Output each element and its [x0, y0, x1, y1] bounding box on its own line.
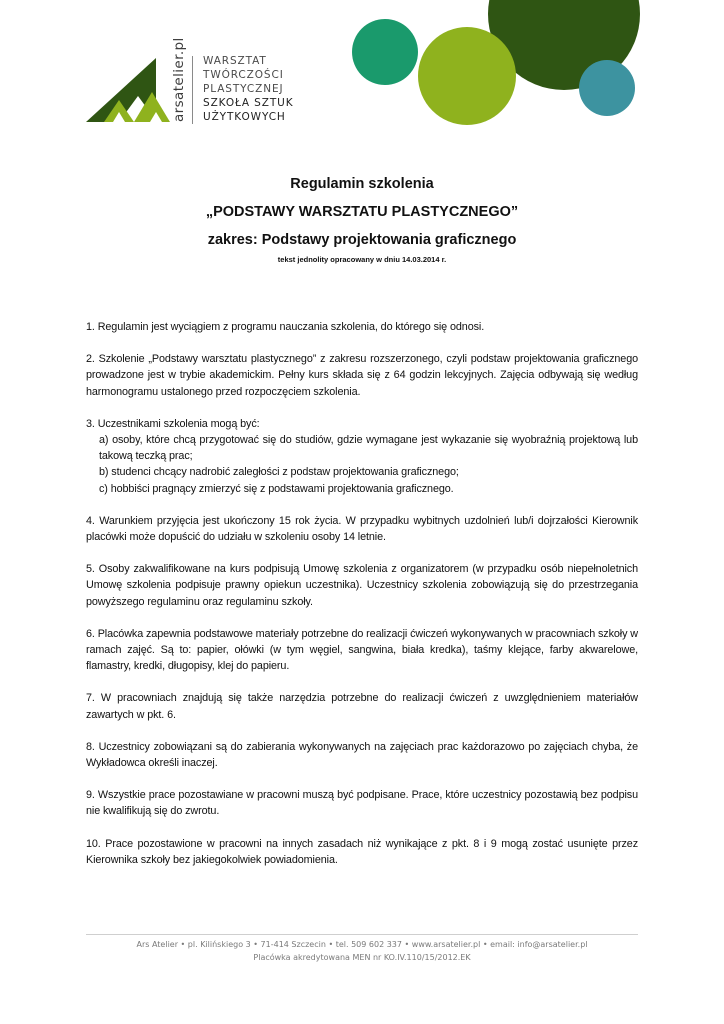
paragraph-8 [86, 739, 638, 771]
paragraph-10 [86, 836, 638, 868]
decorative-circles [0, 0, 724, 140]
paragraph-3 [86, 416, 638, 497]
list-item: c) hobbiści pragnący zmierzyć się z podstawami projektowania graficznego. [99, 482, 454, 495]
paragraph-6 [86, 626, 638, 675]
list-item: b) studenci chcący nadrobić zaległości z podstaw projektowania graficznego; [99, 466, 459, 479]
brand-url-vertical: arsatelier.pl [171, 37, 187, 122]
paragraph-text: 10. Prace pozostawione w pracowni na innych zasadach niż wynikające z pkt. 8 i 9 mogą zostać usunięte przez Kierownika szkoły bez jakiegokolwiek powiadomienia. [86, 837, 638, 866]
footer-accreditation: Placówka akredytowana MEN nr KO.IV.110/15/2012.EK [253, 953, 471, 962]
footer-contact: Ars Atelier • pl. Kilińskiego 3 • 71-414 Szczecin • tel. 509 602 337 • www.arsatelier.pl • email: info@arsatelier.pl [136, 940, 588, 949]
title-scope: zakres: Podstawy projektowania graficznego [207, 232, 517, 248]
circle-blue-teal [579, 60, 635, 116]
brand-line: WARSZTAT [203, 55, 267, 67]
regulations-body [86, 319, 638, 884]
paragraph-5 [86, 561, 638, 610]
paragraph-9 [86, 787, 638, 819]
footer-divider [86, 934, 638, 935]
paragraph-4 [86, 513, 638, 545]
paragraph-text: 2. Szkolenie „Podstawy warsztatu plastycznego” z zakresu rozszerzonego, czyli podstaw projektowania graficznego prowadzone jest w trybie akademickim. Pełny kurs składa się z 64 godzin lekcyjnych. Zajęcia odbywają się według harmonogramu ustalonego przed rozpoczęciem szkolenia. [86, 353, 638, 398]
page-footer [86, 934, 638, 964]
paragraph-text: 7. W pracowniach znajdują się także narzędzia potrzebne do realizacji ćwiczeń z uwzględnieniem materiałów zawartych w pkt. 6. [86, 692, 638, 721]
brand-line: PLASTYCZNEJ [203, 82, 284, 95]
paragraph-text: 1. Regulamin jest wyciągiem z programu nauczania szkolenia, do którego się odnosi. [86, 321, 485, 333]
paragraph-1 [86, 319, 638, 335]
paragraph-text: 6. Placówka zapewnia podstawowe materiały potrzebne do realizacji ćwiczeń wykonywanych w pracowniach szkoły w ramach zajęć. Są to: papier, ołówki (w tym węgiel, sangwina, biała kredka), taśmy klejące, farby akwarelowe, flamastry, kredki, długopisy, klej do papieru. [86, 627, 638, 673]
document-title [0, 175, 724, 265]
circle-teal [352, 19, 418, 85]
paragraph-text: 8. Uczestnicy zobowiązani są do zabierania wykonywanych na zajęciach prac każdorazowo po zajęciach chyba, że Wykładowca określi inaczej. [86, 740, 638, 770]
paragraph-text: 4. Warunkiem przyjęcia jest ukończony 15 rok życia. W przypadku wybitnych uzdolnień lub/i dojrzałości Kierownik placówki może dopuścić do udziału w szkoleniu osoby 14 letnie. [86, 514, 638, 544]
brand-line: TWÓRCZOŚCI [203, 68, 284, 81]
paragraph-text: 3. Uczestnikami szkolenia mogą być: [86, 417, 260, 430]
paragraph-text: 9. Wszystkie prace pozostawiane w pracowni muszą być podpisane. Prace, które uczestnicy pozostawią bez podpisu nie kwalifikują się do zwrotu. [86, 789, 638, 818]
title-line: Regulamin szkolenia [290, 176, 434, 192]
circle-lime [418, 27, 516, 125]
brand-line: SZKOŁA SZTUK [203, 96, 294, 109]
paragraph-text: 5. Osoby zakwalifikowane na kurs podpisują Umowę szkolenia z organizatorem (w przypadku osób niepełnoletnich Umowę szkolenia podpisuje prawny opiekun uczestnika). Uczestnicy szkolenia zobowiązują się do przestrzegania powyższego regulaminu oraz regulaminu szkoły. [86, 563, 638, 608]
paragraph-2 [86, 351, 638, 400]
paragraph-7 [86, 690, 638, 722]
brand-line: UŻYTKOWYCH [203, 110, 286, 123]
title-course-name: „PODSTAWY WARSZTATU PLASTYCZNEGO” [205, 204, 519, 220]
letterhead [0, 0, 724, 140]
title-date-note: tekst jednolity opracowany w dniu 14.03.2014 r. [277, 255, 447, 264]
list-item: a) osoby, które chcą przygotować się do studiów, gdzie wymagane jest wykazanie się wyobraźnią projektową lub takową teczką prac; [99, 434, 638, 463]
